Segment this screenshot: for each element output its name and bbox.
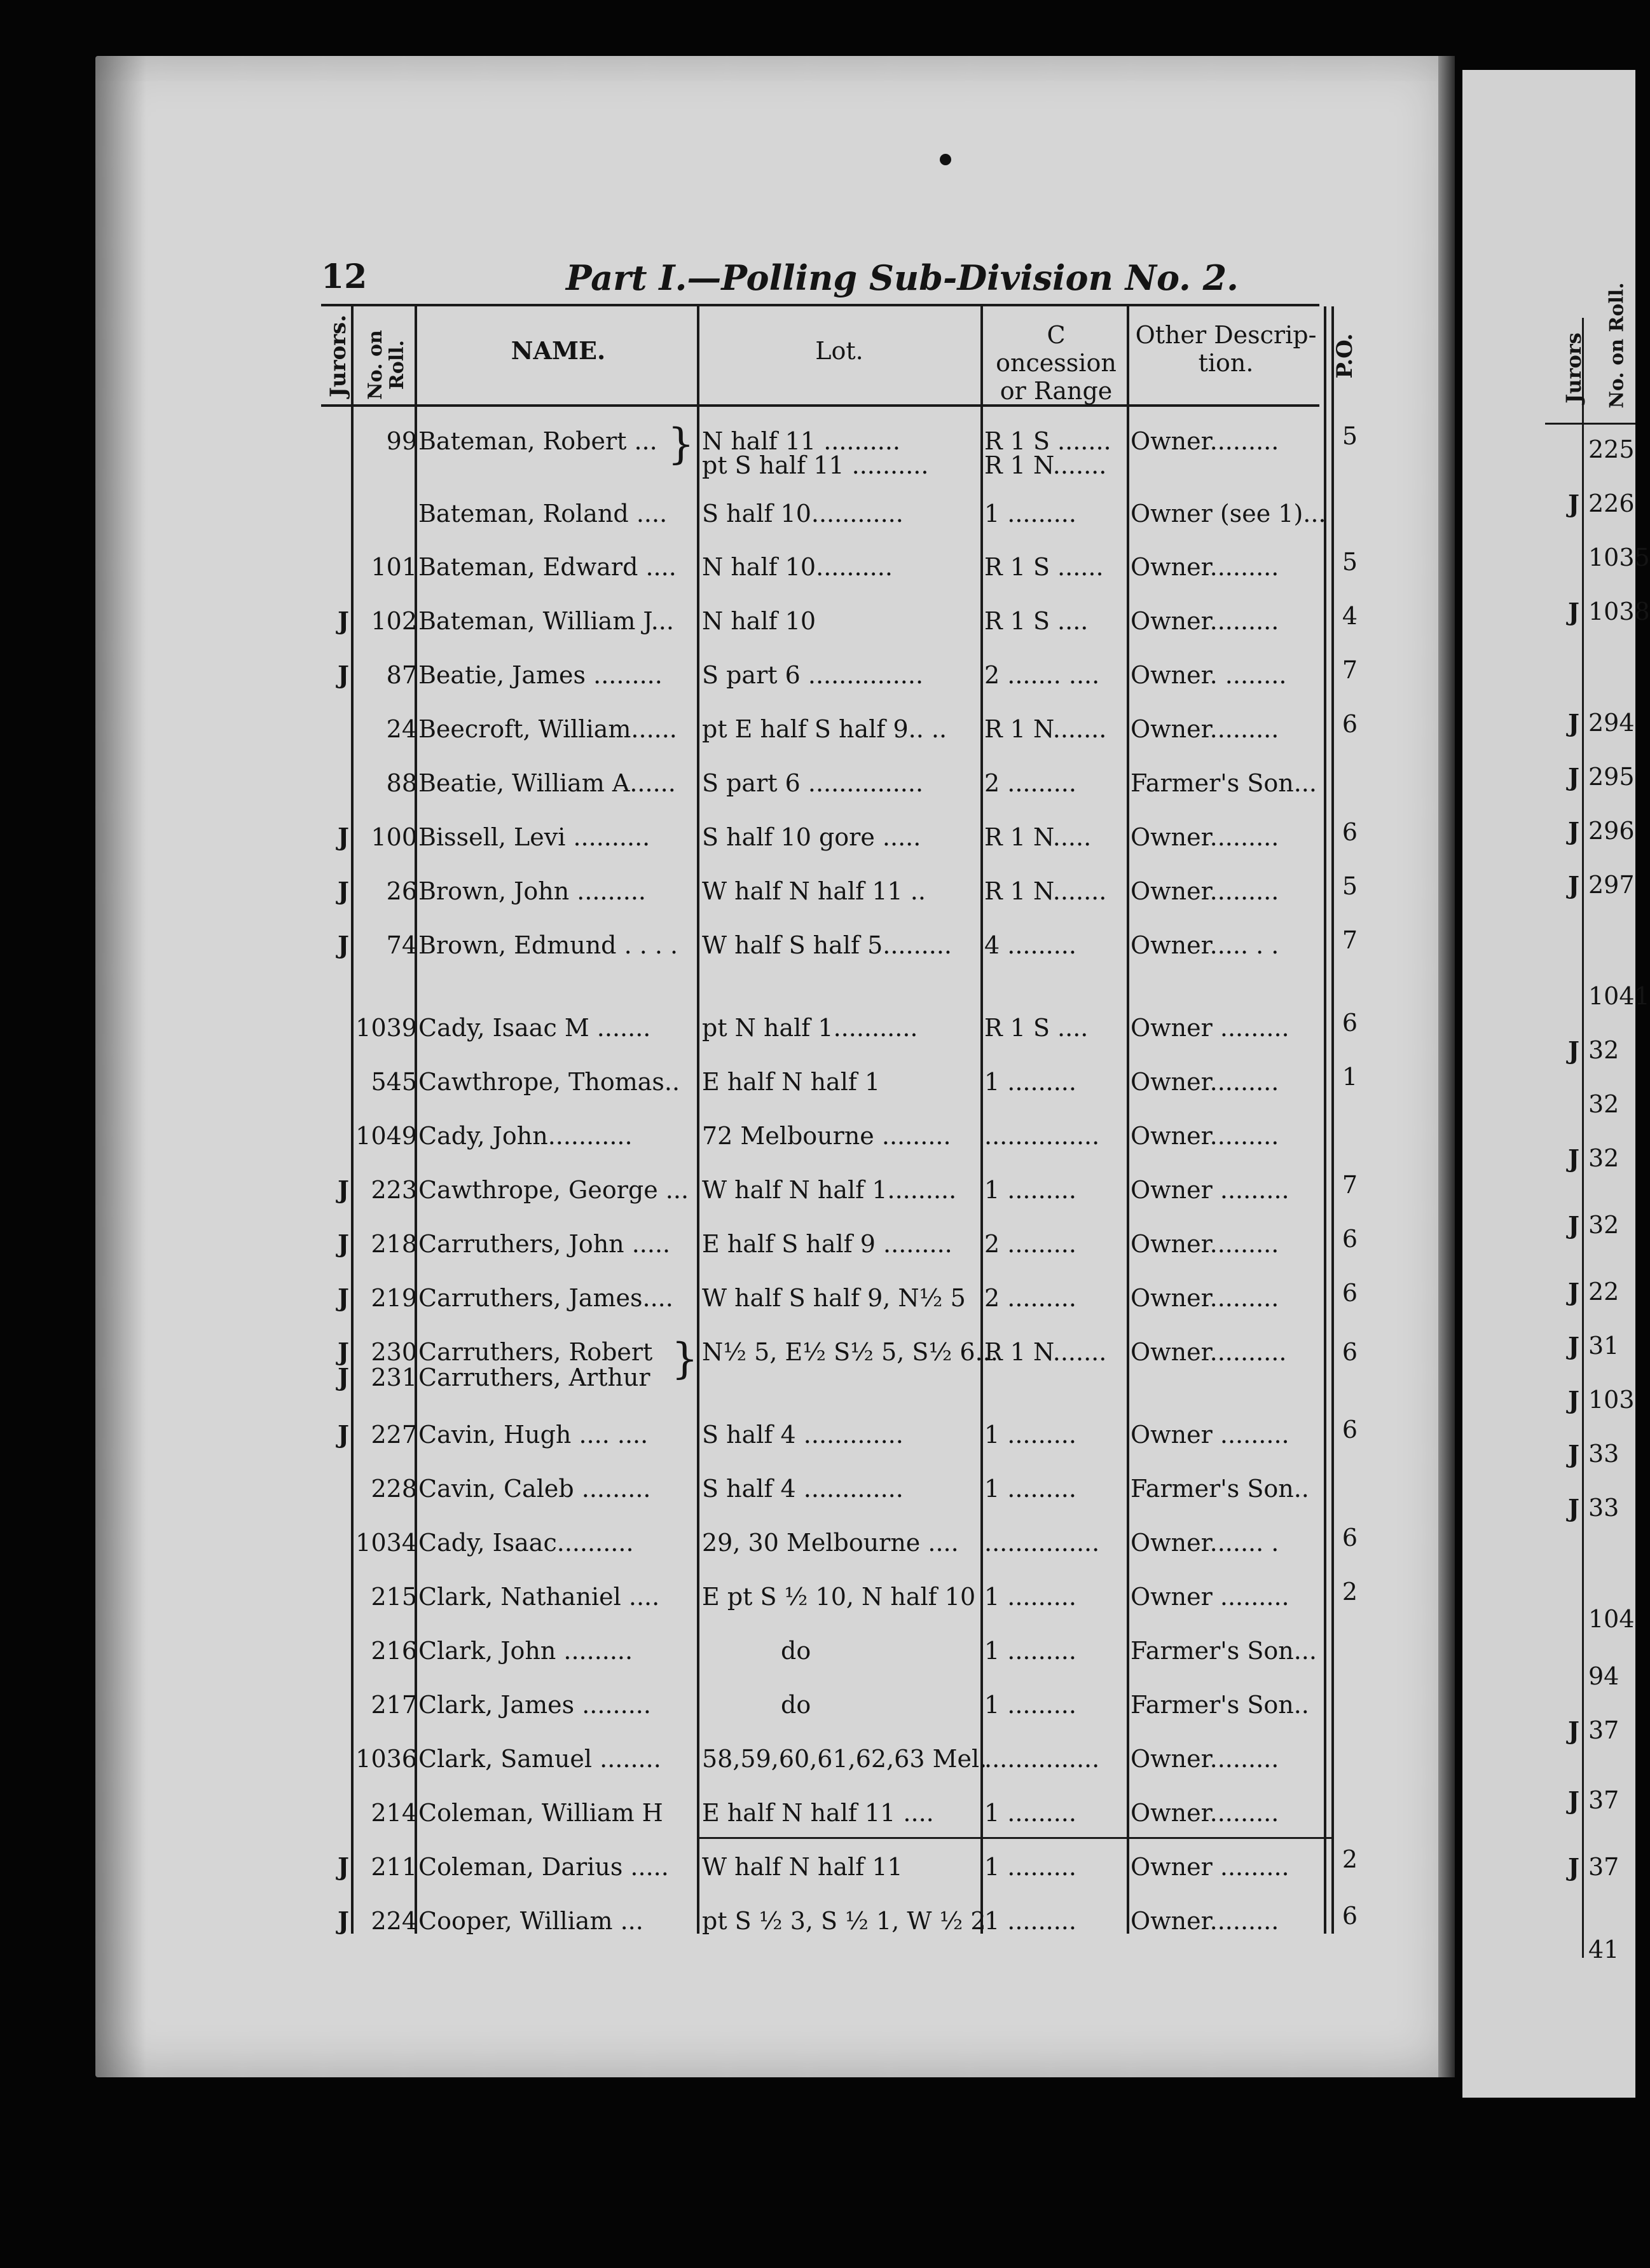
right-roll-number: 296 xyxy=(1588,817,1635,845)
elector-name: Beecroft, William...... xyxy=(418,715,677,743)
right-juror-mark: J xyxy=(1568,1211,1579,1240)
concession: 1 ......... xyxy=(984,1421,1076,1449)
table-row xyxy=(0,656,1635,712)
po-number: 6 xyxy=(1342,710,1358,738)
roll-number: 101 xyxy=(371,553,417,581)
juror-mark: J xyxy=(338,1852,349,1881)
roll-number: 219 xyxy=(371,1284,417,1312)
table-row xyxy=(0,769,1635,820)
concession: 1 ......... xyxy=(984,1853,1076,1881)
other-description: Owner......... xyxy=(1131,1068,1279,1096)
other-description: Owner......... xyxy=(1131,1745,1279,1773)
table-row xyxy=(0,1171,1635,1227)
roll-number: 88 xyxy=(386,769,417,797)
other-description: Owner......... xyxy=(1131,877,1279,905)
right-roll-number: 94 xyxy=(1588,1662,1619,1690)
other-description: Owner ......... xyxy=(1131,1583,1289,1611)
col-divider-roll xyxy=(415,306,417,1934)
concession: 1 ......... xyxy=(984,1907,1076,1935)
other-description: Owner ......... xyxy=(1131,1421,1289,1449)
po-number: 7 xyxy=(1342,656,1358,684)
concession: 1 ......... xyxy=(984,1176,1076,1204)
right-juror-mark: J xyxy=(1568,1440,1579,1468)
other-description: Owner ......... xyxy=(1131,1853,1289,1881)
concession: 1 ......... xyxy=(984,1583,1076,1611)
concession: 1 ......... xyxy=(984,500,1076,528)
juror-mark: J xyxy=(338,1283,349,1312)
po-number: 7 xyxy=(1342,1171,1358,1199)
roll-number: 99 xyxy=(386,427,417,455)
table-row xyxy=(0,1009,1635,1065)
lot: pt N half 1........... xyxy=(702,1014,918,1042)
right-roll-number: 33 xyxy=(1588,1494,1619,1522)
table-row xyxy=(0,500,1635,550)
concession: 4 ......... xyxy=(984,931,1076,959)
right-page-header-rule xyxy=(1545,423,1635,425)
col-divider-concession xyxy=(1127,306,1129,1934)
concession: R 1 S .... xyxy=(984,1014,1089,1042)
lot: E half N half 1 xyxy=(702,1068,881,1096)
juror-mark: J xyxy=(338,931,349,959)
table-row xyxy=(0,872,1635,928)
table-row xyxy=(0,1122,1635,1173)
roll-number: 24 xyxy=(386,715,417,743)
right-roll-number: 295 xyxy=(1588,763,1635,791)
lot: W half S half 9, N½ 5 xyxy=(702,1284,966,1312)
lot: N½ 5, E½ S½ 5, S½ 6... xyxy=(702,1338,998,1366)
roll-number: 100 xyxy=(371,823,417,851)
lot: 72 Melbourne ......... xyxy=(702,1122,951,1150)
po-number: 6 xyxy=(1342,1524,1358,1552)
other-description: Owner ......... xyxy=(1131,1014,1289,1042)
po-number: 6 xyxy=(1342,1279,1358,1307)
right-roll-number: 294 xyxy=(1588,709,1635,737)
po-number: 6 xyxy=(1342,1009,1358,1037)
col-divider-jurors xyxy=(351,306,354,1934)
right-juror-mark: J xyxy=(1568,1332,1579,1360)
elector-name: Bateman, William J... xyxy=(418,607,674,635)
other-description: Owner (see 1)... xyxy=(1131,500,1326,528)
juror-mark: J xyxy=(338,823,349,851)
roll-number: 1039 xyxy=(355,1014,417,1042)
header-bottom-rule xyxy=(321,404,1319,407)
table-row xyxy=(0,1475,1635,1526)
concession: ............... xyxy=(984,1745,1100,1773)
table-row xyxy=(0,926,1635,982)
other-description: Owner ......... xyxy=(1131,1176,1289,1204)
roll-number: 218 xyxy=(371,1230,417,1258)
lot: W half N half 11 .. xyxy=(702,877,926,905)
elector-name: Beatie, William A...... xyxy=(418,769,676,797)
roll-number: 74 xyxy=(386,931,417,959)
table-top-rule xyxy=(321,304,1319,306)
other-description: Owner......... xyxy=(1131,823,1279,851)
table-row xyxy=(0,1799,1635,1850)
table-row xyxy=(0,1691,1635,1742)
right-roll-number: 32 xyxy=(1588,1144,1619,1172)
other-description: Owner. ........ xyxy=(1131,661,1287,689)
po-number: 5 xyxy=(1342,872,1358,900)
lot: S half 10............ xyxy=(702,500,904,528)
other-description: Owner......... xyxy=(1131,1907,1279,1935)
juror-mark: J xyxy=(338,1906,349,1935)
right-header-jurors: Jurors xyxy=(1562,332,1586,404)
po-number: 6 xyxy=(1342,1338,1358,1366)
other-description: Farmer's Son... xyxy=(1131,1637,1317,1665)
elector-name: Clark, John ......... xyxy=(418,1637,633,1665)
right-roll-number: 31 xyxy=(1588,1332,1619,1360)
concession: R 1 N....... xyxy=(984,1338,1107,1366)
right-roll-number: 297 xyxy=(1588,871,1635,899)
other-description: Owner.......... xyxy=(1131,1338,1287,1366)
elector-name-line-2: Carruthers, Arthur xyxy=(418,1363,650,1391)
lot: W half S half 5......... xyxy=(702,931,952,959)
lot: E half S half 9 ......... xyxy=(702,1230,952,1258)
header-concession: C oncession or Range xyxy=(996,321,1117,405)
table-row xyxy=(0,1578,1635,1634)
roll-number: 215 xyxy=(371,1583,417,1611)
right-roll-number: 41 xyxy=(1588,1936,1619,1964)
right-juror-mark: J xyxy=(1568,871,1579,899)
header-no-on-roll: No. on Roll. xyxy=(364,330,408,400)
right-roll-number: 32 xyxy=(1588,1090,1619,1118)
right-juror-mark: J xyxy=(1568,763,1579,791)
right-juror-mark: J xyxy=(1568,1494,1579,1522)
lot: 29, 30 Melbourne .... xyxy=(702,1529,959,1557)
concession: R 1 N....... xyxy=(984,877,1107,905)
lot: W half N half 11 xyxy=(702,1853,903,1881)
col-divider-other xyxy=(1324,306,1326,1934)
roll-number: 216 xyxy=(371,1637,417,1665)
table-bottom-rule xyxy=(697,1837,1333,1839)
lot: S half 4 ............. xyxy=(702,1475,904,1503)
lot: S part 6 ............... xyxy=(702,661,924,689)
right-juror-mark: J xyxy=(1568,489,1579,518)
lot: E half N half 11 .... xyxy=(702,1799,934,1827)
roll-number: 217 xyxy=(371,1691,417,1719)
right-roll-number: 37 xyxy=(1588,1853,1619,1881)
roll-number: 230 xyxy=(371,1338,417,1366)
table-row xyxy=(0,710,1635,766)
juror-mark: J xyxy=(338,1420,349,1449)
elector-name: Cooper, William ... xyxy=(418,1907,643,1935)
right-juror-mark: J xyxy=(1568,1786,1579,1815)
juror-mark: J xyxy=(338,1337,349,1366)
right-juror-mark: J xyxy=(1568,1386,1579,1414)
elector-name: Clark, Samuel ........ xyxy=(418,1745,661,1773)
concession: 2 ......... xyxy=(984,769,1076,797)
elector-name: Beatie, James ......... xyxy=(418,661,663,689)
po-number: 2 xyxy=(1342,1578,1358,1606)
col-divider-name xyxy=(697,306,699,1934)
po-number: 2 xyxy=(1342,1845,1358,1873)
concession: 1 ......... xyxy=(984,1691,1076,1719)
right-juror-mark: J xyxy=(1568,709,1579,737)
right-roll-number: 1035 xyxy=(1588,543,1650,571)
elector-name: Cady, John........... xyxy=(418,1122,633,1150)
right-page-col-divider xyxy=(1582,318,1584,1958)
elector-name: Brown, Edmund . . . . xyxy=(418,931,678,959)
juror-mark: J xyxy=(338,877,349,905)
right-roll-number: 104 xyxy=(1588,1605,1635,1633)
header-jurors: Jurors. xyxy=(326,314,351,398)
po-number: 6 xyxy=(1342,1416,1358,1444)
table-row xyxy=(0,1745,1635,1796)
brace: } xyxy=(668,420,694,468)
other-description: Owner......... xyxy=(1131,1122,1279,1150)
po-number: 4 xyxy=(1342,602,1358,630)
right-roll-number: 32 xyxy=(1588,1211,1619,1239)
elector-name: Cawthrope, Thomas.. xyxy=(418,1068,680,1096)
lot: 58,59,60,61,62,63 Mel. xyxy=(702,1745,987,1773)
page-number: 12 xyxy=(321,257,368,296)
roll-number: 545 xyxy=(371,1068,417,1096)
lot: N half 10 xyxy=(702,607,816,635)
header-name: NAME. xyxy=(511,336,606,365)
roll-number: 224 xyxy=(371,1907,417,1935)
brace: } xyxy=(671,1334,698,1383)
right-roll-number: 226 xyxy=(1588,489,1635,517)
table-row xyxy=(0,1845,1635,1904)
table-row xyxy=(0,1524,1635,1580)
po-number: 6 xyxy=(1342,1902,1358,1930)
other-description: Owner......... xyxy=(1131,1799,1279,1827)
elector-name: Bateman, Robert ... xyxy=(418,427,657,455)
juror-mark: J xyxy=(338,660,349,689)
roll-number: 211 xyxy=(371,1853,417,1881)
lot: W half N half 1......... xyxy=(702,1176,957,1204)
po-number: 7 xyxy=(1342,926,1358,954)
right-roll-number: 37 xyxy=(1588,1716,1619,1744)
po-number: 6 xyxy=(1342,818,1358,846)
lot-line-2: pt S half 11 .......... xyxy=(702,451,929,479)
page-title: Part I.—Polling Sub-Division No. 2. xyxy=(566,257,1239,298)
lot: E pt S ½ 10, N half 10 xyxy=(702,1583,976,1611)
header-po: P.O. xyxy=(1332,333,1358,379)
other-description: Farmer's Son... xyxy=(1131,769,1317,797)
table-row xyxy=(0,1637,1635,1688)
lot: do xyxy=(781,1637,811,1665)
right-roll-number: 1038 xyxy=(1588,598,1650,625)
concession: R 1 N..... xyxy=(984,823,1092,851)
ink-dot xyxy=(940,154,951,165)
juror-mark: J xyxy=(338,1229,349,1258)
right-juror-mark: J xyxy=(1568,1144,1579,1173)
lot: S part 6 ............... xyxy=(702,769,924,797)
po-number: 1 xyxy=(1342,1063,1358,1091)
elector-name: Bateman, Edward .... xyxy=(418,553,677,581)
right-roll-number: 22 xyxy=(1588,1278,1619,1306)
elector-name: Coleman, William H xyxy=(418,1799,663,1827)
right-roll-number: 225 xyxy=(1588,435,1635,463)
table-row xyxy=(0,1902,1635,1958)
elector-name: Bateman, Roland .... xyxy=(418,500,668,528)
right-header-no-on-roll: No. on Roll. xyxy=(1605,282,1628,409)
elector-name: Clark, Nathaniel .... xyxy=(418,1583,660,1611)
concession: 1 ......... xyxy=(984,1068,1076,1096)
juror-mark: J xyxy=(338,606,349,635)
lot: pt E half S half 9.. .. xyxy=(702,715,947,743)
elector-name: Brown, John ......... xyxy=(418,877,646,905)
other-description: Owner....... . xyxy=(1131,1529,1279,1557)
elector-name: Cawthrope, George ... xyxy=(418,1176,689,1204)
juror-mark-line-2: J xyxy=(338,1363,349,1391)
elector-name: Clark, James ......... xyxy=(418,1691,651,1719)
concession-line-2: R 1 N....... xyxy=(984,451,1107,479)
lot: S half 10 gore ..... xyxy=(702,823,921,851)
right-roll-number: 32 xyxy=(1588,1036,1619,1064)
concession: 1 ......... xyxy=(984,1637,1076,1665)
col-divider-lot xyxy=(980,306,983,1934)
table-row xyxy=(0,1279,1635,1335)
right-roll-number: 37 xyxy=(1588,1786,1619,1814)
concession: 1 ......... xyxy=(984,1475,1076,1503)
po-number: 6 xyxy=(1342,1225,1358,1253)
concession: ............... xyxy=(984,1122,1100,1150)
right-juror-mark: J xyxy=(1568,1278,1579,1306)
table-row xyxy=(0,1063,1635,1119)
table-row xyxy=(0,1334,1635,1395)
juror-mark: J xyxy=(338,1175,349,1204)
elector-name: Cavin, Hugh .... .... xyxy=(418,1421,649,1449)
lot: pt S ½ 3, S ½ 1, W ½ 2 xyxy=(702,1907,986,1935)
right-juror-mark: J xyxy=(1568,1036,1579,1065)
elector-name: Bissell, Levi .......... xyxy=(418,823,650,851)
concession: R 1 N....... xyxy=(984,715,1107,743)
roll-number: 1049 xyxy=(355,1122,417,1150)
roll-number: 26 xyxy=(386,877,417,905)
right-roll-number: 33 xyxy=(1588,1440,1619,1468)
concession: 2 ......... xyxy=(984,1230,1076,1258)
roll-number: 214 xyxy=(371,1799,417,1827)
other-description: Owner..... . . xyxy=(1131,931,1279,959)
right-roll-number: 1041 xyxy=(1588,982,1650,1010)
other-description: Farmer's Son.. xyxy=(1131,1475,1309,1503)
elector-name: Carruthers, James.... xyxy=(418,1284,673,1312)
elector-name: Carruthers, John ..... xyxy=(418,1230,671,1258)
other-description: Owner......... xyxy=(1131,715,1279,743)
other-description: Owner......... xyxy=(1131,607,1279,635)
roll-number-line-2: 231 xyxy=(371,1363,417,1391)
concession: R 1 S ...... xyxy=(984,553,1104,581)
roll-number: 227 xyxy=(371,1421,417,1449)
table-row xyxy=(0,420,1635,479)
concession: 1 ......... xyxy=(984,1799,1076,1827)
elector-name: Coleman, Darius ..... xyxy=(418,1853,669,1881)
elector-name: Cavin, Caleb ......... xyxy=(418,1475,651,1503)
po-number: 5 xyxy=(1342,548,1358,576)
right-juror-mark: J xyxy=(1568,817,1579,845)
table-row xyxy=(0,818,1635,874)
table-row xyxy=(0,1416,1635,1472)
lot: S half 4 ............. xyxy=(702,1421,904,1449)
concession: ............... xyxy=(984,1529,1100,1557)
other-description: Owner......... xyxy=(1131,553,1279,581)
roll-number: 1036 xyxy=(355,1745,417,1773)
concession: 2 ....... .... xyxy=(984,661,1100,689)
elector-name: Cady, Isaac.......... xyxy=(418,1529,634,1557)
header-other-description: Other Descrip- tion. xyxy=(1135,321,1317,377)
elector-name: Carruthers, Robert xyxy=(418,1338,653,1366)
right-roll-number: 103 xyxy=(1588,1386,1635,1414)
po-number: 5 xyxy=(1342,422,1358,450)
roll-number: 102 xyxy=(371,607,417,635)
lot: N half 11 .......... xyxy=(702,427,900,455)
header-lot: Lot. xyxy=(815,337,863,365)
right-juror-mark: J xyxy=(1568,598,1579,626)
lot: do xyxy=(781,1691,811,1719)
table-row xyxy=(0,602,1635,658)
concession: R 1 S .... xyxy=(984,607,1089,635)
other-description: Owner......... xyxy=(1131,427,1279,455)
other-description: Farmer's Son.. xyxy=(1131,1691,1309,1719)
other-description: Owner......... xyxy=(1131,1230,1279,1258)
roll-number: 228 xyxy=(371,1475,417,1503)
right-juror-mark: J xyxy=(1568,1853,1579,1882)
concession: 2 ......... xyxy=(984,1284,1076,1312)
elector-name: Cady, Isaac M ....... xyxy=(418,1014,651,1042)
right-juror-mark: J xyxy=(1568,1716,1579,1745)
other-description: Owner......... xyxy=(1131,1284,1279,1312)
roll-number: 1034 xyxy=(355,1529,417,1557)
roll-number: 87 xyxy=(386,661,417,689)
concession: R 1 S ....... xyxy=(984,427,1111,455)
lot: N half 10.......... xyxy=(702,553,893,581)
roll-number: 223 xyxy=(371,1176,417,1204)
